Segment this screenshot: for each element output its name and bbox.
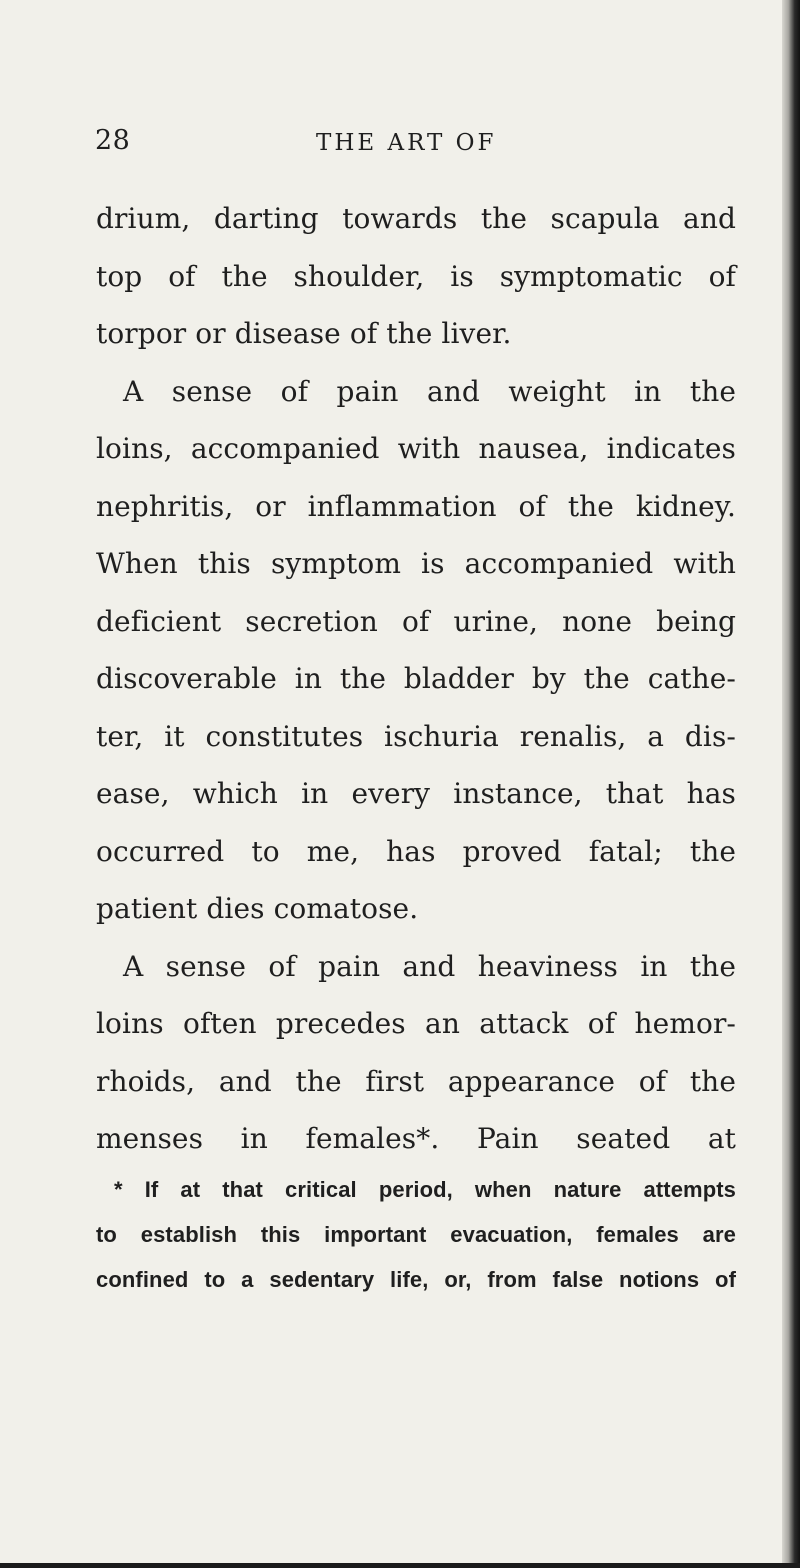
body-text [96, 190, 736, 1168]
footnote-line: * If at that critical period, when nature attempts [114, 1177, 736, 1202]
footnote-line: confined to a sedentary life, or, from false notions of [96, 1267, 736, 1292]
text-line: patient dies comatose. [96, 892, 419, 925]
text-line: top of the shoulder, is symptomatic of [96, 259, 736, 293]
text-line: occurred to me, has proved fatal; the [96, 834, 736, 868]
text-line: menses in females*. Pain seated at [96, 1122, 736, 1155]
text-line: torpor or disease of the liver. [96, 317, 512, 350]
text-line: A sense of pain and heaviness in the [123, 949, 736, 983]
text-line: loins, accompanied with nausea, indicates [96, 432, 736, 465]
running-title: THE ART OF [316, 130, 497, 156]
text-line: ease, which in every instance, that has [96, 777, 736, 810]
bottom-edge-rule [0, 1563, 800, 1568]
page-number: 28 [95, 125, 131, 156]
text-line: drium, darting towards the scapula and [96, 202, 736, 235]
text-line: ter, it constitutes ischuria renalis, a dis- [96, 719, 736, 753]
page-edge-shadow [782, 0, 800, 1568]
running-head [0, 126, 760, 166]
footnote-line: to establish this important evacuation, females are [96, 1222, 736, 1247]
text-line: A sense of pain and weight in the [123, 374, 736, 408]
text-line: When this symptom is accompanied with [96, 547, 736, 580]
footnote [96, 1167, 736, 1302]
text-line: loins often precedes an attack of hemor- [96, 1007, 736, 1040]
text-line: discoverable in the bladder by the cathe- [96, 662, 736, 695]
text-line: nephritis, or inflammation of the kidney. [96, 489, 736, 523]
text-line: rhoids, and the first appearance of the [96, 1064, 736, 1098]
text-line: deficient secretion of urine, none being [96, 604, 736, 638]
